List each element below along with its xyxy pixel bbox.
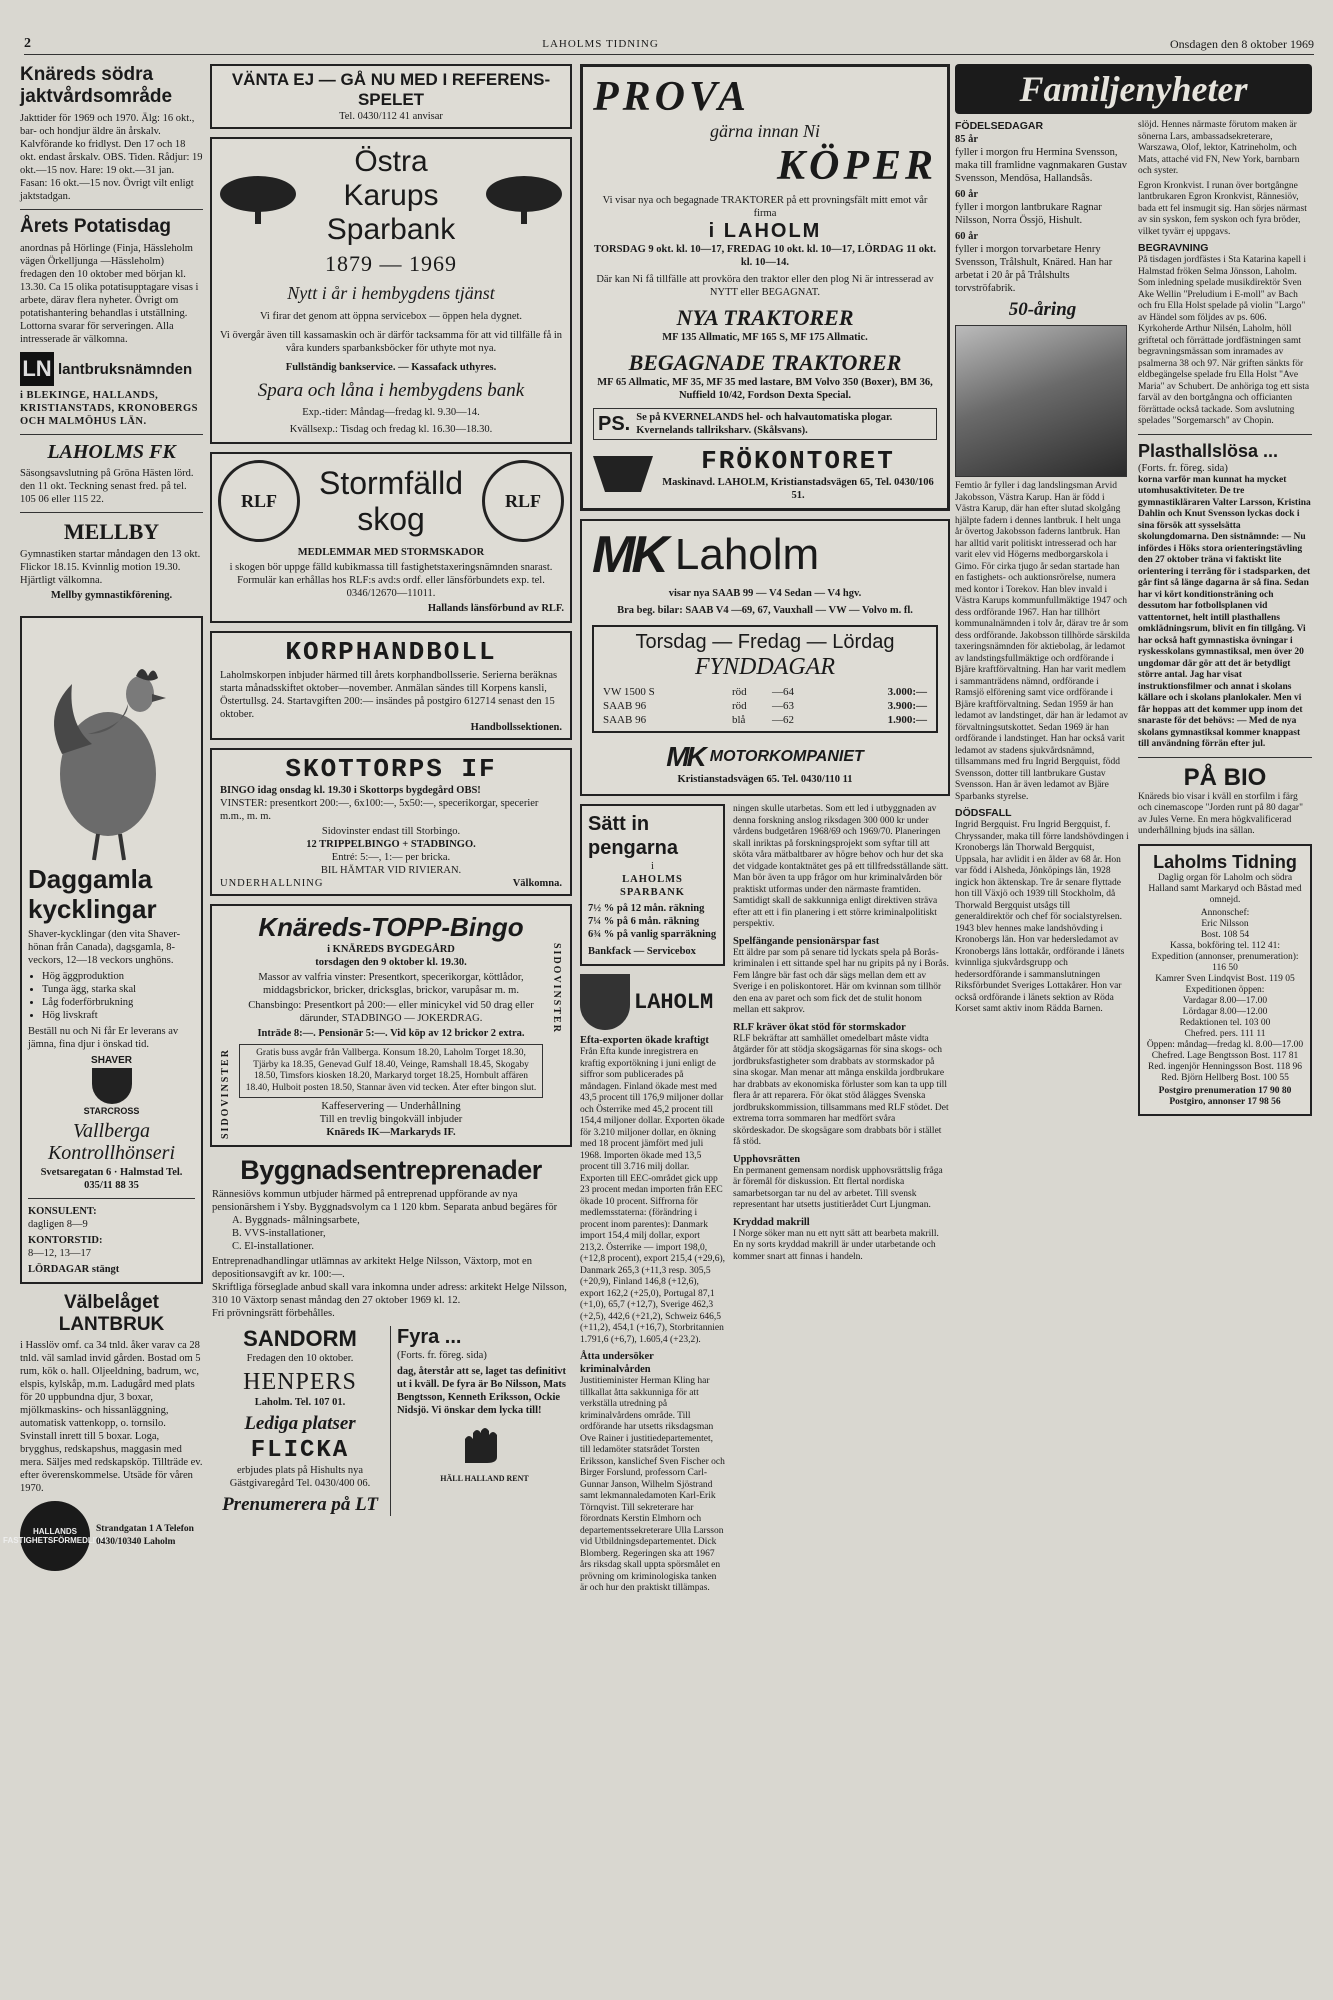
atta-text: Justitieminister Herman Kling har tillkallat åtta sakkunniga för att verkställa utredning på kriminalvårdens område. Till ordförande har utsetts riksdagsman Ove Rainer i justitiedepartementet, till ledamöter statsrådet Torsten Eriksson, kanslichef Sven Fischer och Birger Forslund, professorn Carl-Gunnar Janson, Wilhelm Sjöstrand samt lekmannaledamoten Karl-Erik Törnqvist. Till sekreterare har förordnats Kerstin Elmhorn och departementssekreterare Ulla Larsson vid Utbildningsdepartementet. Dick Blomberg. Regeringen ska att 1967 års riksdag skall uppta spörsmålet en prövning om kriminologiska tanken är och hur den praktiskt tillämpas. — [580, 1376, 725, 1593]
prova-garna: gärna innan Ni — [709, 121, 820, 141]
bygg-item: C. El-installationer. — [232, 1241, 314, 1252]
tree-icon — [484, 166, 564, 226]
uppho-text: En permanent gemensam nordisk upphovsrättslig fråga är föremål för diskussion. Ett flertal nordiska samarbetsorgan tar nu del av arbetet. Till svensk representant har utsetts justitierådet Curt Ljungman. — [733, 1165, 943, 1210]
mellby-notice — [20, 519, 203, 602]
bygg-title: Byggnadsentreprenader — [240, 1155, 542, 1185]
hallands-seal-icon — [3, 1501, 107, 1571]
lt-vard: Vardagar 8.00—17.00 — [1182, 995, 1268, 1006]
bygg-text: Rännesiövs kommun utbjuder härmed på entreprenad uppförande av nya pensionärshem i Ysby. Byggnadsvolym ca 1 120 kbm. Separata anbud begäres för — [212, 1189, 558, 1213]
bygg-item: A. Byggnads- målningsarbete, — [232, 1215, 360, 1226]
kryddad-text: I Norge söker man nu ett nytt sätt att bearbeta makrill. En ny sorts kryddad makrill är under utarbetande och kommer snart att finnas i handeln. — [733, 1228, 939, 1262]
table-row — [602, 685, 928, 699]
topp-text1: Massor av valfria vinster: Presentkort, specerikorgar, köttlådor, middagsbrickor, bricker, dricksglas, brickor, varupåsar m. m. — [258, 972, 524, 996]
satt-sub: i — [651, 861, 654, 872]
lantbruk-header — [20, 352, 203, 386]
table-cell: 3.900:— — [887, 700, 927, 712]
valbelaget-ad — [3, 1292, 203, 1571]
satt-rate: 6¾ % på vanlig sparräkning — [588, 929, 717, 940]
lt-exp-tel: 116 50 — [1212, 962, 1238, 973]
column-3 — [580, 64, 950, 1595]
knared-text: Jakttider för 1969 och 1970. Älg: 16 okt., bar- och hondjur äldre än årskalv. Kalvförande ko fridlyst. Den 17 och 18 okt. endast årskalv. OBS. Tiden. Rådjur: 19 okt.—15 nov. Hare: 19 okt.—31 jan. Fasan: 16 okt.—15 nov. Övrigt vilt enligt jaktstadgan. — [20, 113, 203, 202]
table-cell: blå — [731, 714, 746, 726]
fod-85: 85 år — [955, 134, 979, 145]
topp-side-left: SIDOVINSTER — [220, 1048, 231, 1139]
shaver-label: SHAVER — [91, 1055, 132, 1066]
lt-chef: Chefred. pers. 111 11 — [1184, 1028, 1266, 1039]
topp-invite: Till en trevlig bingokväll inbjuder — [319, 1114, 463, 1125]
laholm-coat — [580, 974, 725, 1030]
fk-text: Säsongsavslutning på Gröna Hästen lörd. den 11 okt. Teckning senast fred. på tel. 105 06 eller 115 22. — [20, 468, 194, 505]
lt-ing: Red. ingenjör Henningsson Bost. 118 96 — [1147, 1061, 1303, 1072]
portrait-photo — [955, 325, 1127, 477]
fro-addr: Maskinavd. LAHOLM, Kristianstadsvägen 65, Tel. 0430/106 51. — [662, 477, 934, 501]
sparbank-text1: Vi firar det genom att öppna servicebox — öppen hela dygnet. — [259, 311, 523, 322]
col3-lower-right — [733, 804, 950, 1595]
lantbruk-title: lantbruksnämnden — [58, 360, 193, 378]
table-cell: —62 — [771, 714, 794, 726]
order-text: Beställ nu och Ni får Er leverans av jämna, fina djur i önskad tid. — [28, 1026, 179, 1050]
bottom-ads-row — [210, 1326, 572, 1516]
spel-text: Ett äldre par som på senare tid lyckats spela på Borås-kriminalen i ett sittande spel har nu gripits på ny i Borås. Fem långre bär fast och där sägs mellan dem ett av Sverige i en poliskontoret. Här om kvinnan som tillhör den ena av paret och som fick det de stulit honom mellan ett sakprov. — [733, 947, 949, 1015]
hall-logo-text: HÄLL HALLAND RENT — [440, 1474, 529, 1483]
fod-60b: 60 år — [955, 231, 979, 242]
sparbank-slogan: Nytt i år i hembygdens tjänst — [287, 283, 495, 303]
lt-annons-bost: Bost. 108 54 — [1200, 929, 1250, 940]
mellby-text: Gymnastiken startar måndagen den 13 okt. Flickor 18.15. Kvinnlig motion 19.30. Hjärtligt välkomna. — [20, 549, 201, 586]
valbelaget-text: i Hasslöv omf. ca 34 tnld. åker varav ca 28 tnld. väl samlad invid gården. Bostad om 5 rum, kök o. hall. Oljeeldning, badrum, wc, elspis, kylskåp, m.m. Ladugård med plats för 20 uppbundna djur, 3 boxar, mjölkmaskins- och hissanläggning, automatisk vattenkopp, o. tornsilo. Svinstall inrett till 5 boxar. Loga, brygghus, redskapshus, maggasin med mera. Säljes med redskapsköp. Tillträde ev. efter överenskommelse. Utsäde för våren 1970. — [20, 1340, 203, 1494]
egron-text: Egron Kronkvist. I runan över bortgångne lantbrukaren Egron Kronkvist, Rännesiöv, bada ett fel insmugit sig. Han sörjes närmast av sin syskon, fem syskon och fyra bröder, vilket tyvärr ej uppgavs. — [1138, 180, 1307, 237]
storm-sub: MEDLEMMAR MED STORMSKADOR — [297, 547, 485, 558]
famil-title: Familjenyheter — [1019, 69, 1248, 109]
fyra-title: Fyra ... — [397, 1326, 462, 1348]
topp-date: torsdagen den 9 oktober kl. 19.30. — [315, 957, 467, 968]
skott-line4: 12 TRIPPELBINGO + STADBINGO. — [306, 839, 476, 850]
lt-kassa: Kassa, bokföring tel. 112 41: — [1170, 940, 1280, 951]
vanta-ad — [210, 64, 572, 129]
fod-60b-text: fyller i morgon torvarbetare Henry Svensson, Trålshult, Knäred. Han har arbetat i 20 år på Trålshults torvströfabrik. — [955, 244, 1113, 294]
ps-box — [593, 408, 937, 440]
lt-oppen: Öppen: måndag—fredag kl. 8.00—17.00 — [1146, 1039, 1304, 1050]
lt-desc: Daglig organ för Laholm och södra Halland samt Markaryd och Båstad med omnejd. — [1148, 872, 1302, 905]
dod-text: Ingrid Bergquist. Fru Ingrid Bergquist, f. Chryssander, maka till förre landshövdingen i Kronobergs län Thorwald Bergquist, Uppsala, har avlidit i en ålder av 68 år. Hon var född i Alsheda, Jönköpings län, 1928 ingick hon äktenskap. Tre år senare flyttade hon till Växjö och 1939 till Stockholm, då Thorwald Bergquist utsågs till generaldirektör och chef för socialstyrelsen. 1943 blev hennes make landshövding i Kronobergs län. Hon var hedersledamot av Kronobergs läns lottakår, ordförande i länets kvinnliga sjukvårdsgrupp och hedersordförande i sammanslutningen Riksförbundet Sveriges Lottakårer. Hon var också ordförande i länets sektion av Röda Korset samt aktiv inom Rädda Barnen. — [955, 820, 1129, 1014]
column-1 — [3, 64, 203, 1571]
topp-text3: Inträde 8:—. Pensionär 5:—. Vid köp av 12 brickor 2 extra. — [257, 1028, 525, 1039]
ningen-text: ningen skulle utarbetas. Som ett led i utbyggnaden av denna forskning anslog riksdagen 300 000 kr under vårdens budgetåren 1968/69 och 1969/70. Planeringen skall inriktas på forskningsprojekt som syftar till att sköta våra mätbaltbarer av högre behov och hur det ska det vidgade kontaktnätet ges på ett tillfredsställande sätt. Man bör även ta upp frågor om hur kriminalvården bör praktiskt utformas under den närmaste framtiden. Samtidigt skall de sakkunniga enligt direktiven sträva efter att ett i fin planering i ett större kriminalpolitiskt perspektiv. — [733, 804, 949, 929]
fyra-text: dag, återstår att se, laget tas definitivt ut i kväll. De fyra är Bo Nilsson, Mats Bengtsson, Kenneth Eriksson, Ockie Nidsjö. Vi önskar dem lycka till! — [397, 1366, 566, 1416]
rlf-text: RLF bekräftar att samhället omedelbart måste vidta åtgärder för att stödja skogsägarnas för sina skogs- och jordbruksfastigheter som drabbats av stormskador på sina skogar. Man menar att många enskilda jordbrukare har drabbats av ekonomiska förluster som kan ta upp till flera år att reparera. För ökat stöd ålägges Svenska jordbrukskommission, tillsammans med RLF stödet. Det extrema torra sommaren har medfört svåra skördeskador. De skogsägare som drabbats bör i stället få stöd. — [733, 1033, 949, 1147]
topp-side-right: SIDOVINSTER — [551, 943, 562, 1034]
fynd-table — [602, 685, 928, 727]
hallands-seal-text: HALLANDS FASTIGHETSFÖRMEDLING — [3, 1527, 107, 1545]
motorkomp-title: MOTORKOMPANIET — [709, 748, 864, 765]
topp-sign: Knäreds IK—Markaryds IF. — [326, 1127, 456, 1138]
table-cell: —64 — [771, 686, 794, 698]
table-cell: 1.900:— — [887, 714, 927, 726]
topp-body — [218, 943, 564, 1139]
lt-annons: Annonschef: — [1200, 907, 1250, 918]
hall-halland-logo — [397, 1427, 572, 1485]
prova-dates: TORSDAG 9 okt. kl. 10—17, FREDAG 10 okt. kl. 10—17, LÖRDAG 11 okt. kl. 10—14. — [594, 244, 936, 268]
nya-title: NYA TRAKTORER — [676, 305, 854, 330]
mk-ad — [580, 519, 950, 796]
prova-ad — [580, 64, 950, 511]
skott-under: UNDERHALLNING — [220, 878, 324, 889]
uppho-title: Upphovsrätten — [733, 1153, 801, 1165]
bygg-item: B. VVS-installationer, — [232, 1228, 326, 1239]
prova-text: Vi visar nya och begagnade TRAKTORER på ett provningsfält mitt emot vår firma — [602, 195, 928, 219]
lt-exp-open: Expeditionen öppen: — [1185, 984, 1265, 995]
fyra-article — [390, 1326, 572, 1516]
table-row — [602, 713, 928, 727]
column-2 — [210, 64, 572, 1516]
topp-kaffe: Kaffeservering — Underhållning — [321, 1101, 461, 1112]
sparbank-hours2: Kvällsexp.: Tisdag och fredag kl. 16.30—18.30. — [289, 424, 493, 435]
page-number: 2 — [24, 36, 31, 51]
famil-banner — [955, 64, 1312, 114]
sparbank-header — [218, 145, 564, 247]
prova-laholm: i LAHOLM — [708, 220, 822, 242]
bullet-item: • Låg foderförbrukning — [42, 996, 195, 1009]
fyra-sub: (Forts. fr. föreg. sida) — [397, 1350, 487, 1361]
rlf-logo-icon: RLF — [482, 460, 564, 542]
plast-text: korna varför man kunnat ha mycket utomhusaktiviteter. De tre gymnastikläraren Valter Larsson, Kristina Dahlin och Knut Svensson lyckas dock i sina försök att sysselsätta skolungdomarna. Den sistnämnde: — Nu infördes i Höks stora orienteringstävling den 27 oktober träna vi faktiskt lite orientering i terräng för i stadsparken, det går fint så länge dagarna är så fina. Sedan har vi kört konditionsträning och dessutom har fotbollsplanen vid vattentornet, helt intill plasthallens omklädningsrum, blivit en fin tillgång. Vi har också haft gymnastiska övningar i ryskesskolans gymnastiksal, men över 20 ungdomar där gör att det är betydligt större antal. Jag har visat instruktionsfilmer och annat i skolans källare och i skolans planlokaler. Men vi får hoppas att det kommer upp inom det snaraste för det behövs: — Med de nya skolans gymnastiksal kommer knappast till användning förrän efter jul. — [1138, 474, 1311, 749]
skott-line5: Entré: 5:—, 1:— per bricka. — [331, 852, 451, 863]
bottom-left-ads — [210, 1326, 390, 1516]
fynd-box — [592, 625, 938, 733]
mellby-title: MELLBY — [63, 519, 160, 544]
page-header — [24, 34, 1314, 55]
beg-title: BEGAGNADE TRAKTORER — [628, 350, 902, 375]
hen-icon — [28, 624, 193, 864]
efta-text: Från Efta kunde inregistrera en kraftig exportökning i juni enligt de siffror som publicerades på måndagen. Finland ökade mest med 43,5 procent till 176,9 miljoner dollar och Österrike med 45,2 procent till 154,4 miljoner dollar. Exporten ökade för 3.210 miljoner dollar, en ökning med 18 procent jämfört med juli 1968. Importen ökade med 13,5 procent till 3.716 milj dollar. Exporten till EEC-området gick upp 23 procent medan importen från EEC ökade 10 procent. Siffrorna för medlemsstaterna: (förändring i procent inom parentes): Danmark import 154,4 milj dollar, export 213,2. Österrike — import 198,0, (+12,8 procent), export 215,4 (+29,6), Danmark 265,3 (+11,3 resp. 305,5 (+20,9), Finland 146,8 (+12,6), export 162,2 (+25,0), Portugal 87,1 (+1,0), 65,7 (+12,7), Sverige 462,3 (+2,5), 442,6 (+21,2), Schweiz 646,5 (+11,2), 454,1 (+16,7), Storbritannien 1.791,6 (+6,7), 1.605,4 (+23,2). — [580, 1047, 726, 1345]
shaver-logo — [28, 1055, 195, 1116]
daggamla-bullets — [28, 970, 195, 1022]
topp-text2: Chansbingo: Presentkort på 200:— eller minicykel vid 50 drag eller därunder, STADBINGO — JOKERDRAG. — [248, 1000, 534, 1024]
korp-sign: Handbollssektionen. — [470, 722, 562, 733]
satt-rate: 7¼ % på 6 mån. räkning — [588, 916, 700, 927]
ln-logo-icon: LN — [20, 352, 54, 386]
fynd-days: Torsdag — Fredag — Lördag — [635, 631, 895, 653]
table-cell: röd — [731, 686, 747, 698]
sparbank-service: Fullständig bankservice. — Kassafack uthyres. — [285, 362, 497, 373]
lt-exp: Expedition (annonser, prenumeration): — [1151, 951, 1299, 962]
potatis-title: Årets Potatisdag — [20, 216, 171, 237]
satt-ad — [580, 804, 725, 966]
topp-bus: Gratis buss avgår från Vallberga. Konsum 18.20, Laholm Torget 18.30, Tjärby ka 18.35, Genevad Gulf 18.40, Veinge, Ramshall 18.45, Skogaby 18.50, Timsfors kiosken 18.20, Markaryd torget 18.25, Hornbult affären 18.40, Hulboit posten 18.50, Stannar även vid tecken. Åter efter bingon slut. — [245, 1048, 537, 1093]
kryddad-title: Kryddad makrill — [733, 1216, 810, 1228]
fod-title: FÖDELSEDAGAR — [955, 120, 1044, 132]
vanta-title: VÄNTA EJ — GÅ NU MED I REFERENS-SPELET — [231, 70, 551, 109]
lt-kamrer: Kamrer Sven Lindqvist Bost. 119 05 — [1155, 973, 1295, 984]
skott-footer — [220, 877, 562, 890]
bygg-text2: Entreprenadhandlingar utlämnas av arkitekt Helge Nilsson, Växtorp, mot en depositionsavgift av kr. 100:—. — [212, 1256, 532, 1280]
efta-title: Efta-exporten ökade kraftigt — [580, 1035, 709, 1046]
daggamla-text: Shaver-kycklingar (den vita Shaver-hönan från Canada), dagsgamla, 8-veckors, 12—18 veckors unghöns. — [28, 929, 181, 966]
daggamla-ad — [20, 616, 203, 1284]
satt-bankfack: Bankfack — Servicebox — [588, 946, 696, 957]
sparbank-years: 1879 — 1969 — [325, 251, 457, 276]
lt-pren: Postgiro prenumeration 17 90 80 — [1158, 1085, 1292, 1096]
flicka-text: erbjudes plats på Hishults nya Gästgivaregård Tel. 0430/400 06. — [229, 1465, 371, 1489]
fro-title: FRÖKONTORET — [701, 446, 895, 476]
knared-title: Knäreds södra jaktvårdsområde — [20, 64, 173, 107]
slojd-text: slöjd. Hennes närmaste förutom maken är sönerna Lars, ambassadsekreterare, Warszawa, Olof, lektor, Katrineholm, och Mats, attaché vid FN, New York, barnbarn och syster. — [1138, 120, 1300, 176]
bygg-text3: Skriftliga förseglade anbud skall vara inkomna under adress: arkitekt Helge Nilsson, 310 10 Växtorp senast måndag den 27 oktober 1969 kl. 12. — [212, 1282, 567, 1306]
ps-text: Se på KVERNELANDS hel- och halvautomatiska plogar. Kvernelands tallriksharv. (Skålsvans). — [636, 412, 893, 436]
vallberga-addr: Svetsaregatan 6 · Halmstad Tel. 035/11 88 35 — [40, 1167, 183, 1191]
storm-title: Stormfälld skog — [318, 465, 464, 537]
storm-text: i skogen bör uppge fälld kubikmassa till fastighetstaxeringsnämnden snarast. Formulär kan erhållas hos RLF:s avd:s ordf. eller länsförbundets exp. tel. 0346/12670—11011. — [229, 562, 553, 599]
bygg-ad — [210, 1155, 572, 1320]
mk-text: visar nya SAAB 99 — V4 Sedan — V4 hgv. — [668, 588, 862, 599]
skott-title: SKOTTORPS IF — [285, 754, 497, 784]
sparbank-motto: Spara och låna i hembygdens bank — [257, 380, 525, 401]
rlf-title: RLF kräver ökat stöd för stormskador — [733, 1021, 906, 1033]
mk-footer-logo — [592, 741, 938, 773]
atta-title: Åtta undersöker kriminalvården — [580, 1351, 654, 1375]
famil-right — [1138, 120, 1312, 1124]
table-cell: 3.000:— — [887, 686, 927, 698]
hallands-info: Strandgatan 1 A Telefon 0430/10340 Laholm — [96, 1524, 194, 1547]
skott-line1: BINGO idag onsdag kl. 19.30 i Skottorps bygdegård OBS! — [220, 785, 481, 796]
mellby-sign: Mellby gymnastikförening. — [50, 590, 173, 601]
pabio-text: Knäreds bio visar i kväll en storfilm i färg och cinemascope "Jorden runt på 80 dagar" av Jules Verne. En mera högkvalificerad underhållning bjuds ina sällan. — [1138, 791, 1303, 836]
hallands-seal-row — [3, 1501, 203, 1571]
mk-laholm: Laholm — [674, 530, 820, 579]
skott-line6: BIL HÄMTAR VID RIVIERAN. — [320, 865, 462, 876]
skott-ad — [210, 748, 572, 896]
laholm-coat-text: LAHOLM — [634, 989, 714, 1015]
famil-left — [955, 120, 1130, 1124]
fifty-text: Femtio år fyller i dag landslingsman Arvid Jakobsson, Västra Karup. Han är född i Västra Karup, där han efter slutad skolgång hjälpte fadern i dennes lantbruk. I helt unga år övertog Jakobsson faderns lantbruk. Han har alltid varit politiskt intresserad och har varit elev vid Högerns medborgarskola i Gimo. För cirka tjugo år sedan startade han en fastighets- och auktionsrörelse, numera med kontor i Torekov. Han blev invald i Västra Karups kommunfullmäktige 1947 och dess ordförande 1967. Han har tillhört kommunalnämnden i tolv år, därav tre år som dess ordförande. Jakobsson tillhörde särskilda taxeringsnämnden för aktiebolag, är ledamot av landstingsfullmäktige och ordförande i Bjäre kraftförvaltning. Han har varit medlem i sammanträdens nämnd, ordförande i Ramsjö elförening samt vice ordförande i Bjäre kraftförvaltning. Sedan 1959 är han ledamot av landstinget, där han är ledamot av förvaltningsutskottet. Sedan 1969 är han ordförande i landstinget. Han har också varit ledamot av stadens sjukvårdsnämnd, tillsammans med fru Ingrid Bergquist, född Svensson, dotter till lantbrukare Gustav Svensson. Han är även ledamot av Bjäre Sparbanks styrelse. — [955, 481, 1130, 802]
table-row — [602, 699, 928, 713]
vallberga-title: Vallberga Kontrollhönseri — [47, 1120, 176, 1164]
topp-title: Knäreds-TOPP-Bingo — [258, 912, 524, 942]
table-cell: VW 1500 S — [603, 686, 655, 698]
lordag-label: LÖRDAGAR stängt — [28, 1264, 120, 1275]
daggamla-title: Daggamla kycklingar — [28, 864, 157, 924]
storm-sign: Hallands länsförbund av RLF. — [427, 603, 564, 614]
nya-list: MF 135 Allmatic, MF 165 S, MF 175 Allmatic. — [662, 332, 868, 343]
valbelaget-title: Välbelåget LANTBRUK — [58, 1292, 165, 1335]
hand-icon — [455, 1427, 515, 1467]
fifty-title: 50-åring — [1008, 299, 1077, 320]
sandorm-date: Fredagen den 10 oktober. — [246, 1353, 354, 1364]
vanta-tel: Tel. 0430/112 41 anvisar — [339, 111, 443, 122]
kontor-label: KONTORSTID: — [28, 1235, 103, 1246]
rlf-logo-icon: RLF — [218, 460, 300, 542]
lt-red: Redaktionen tel. 103 00 — [1179, 1017, 1271, 1028]
konsulent-label: KONSULENT: — [28, 1206, 97, 1217]
prenumerera-title: Prenumerera på LT — [222, 1494, 378, 1515]
fro-content — [659, 446, 937, 502]
mk-logo-icon: MK — [592, 526, 665, 584]
hen-illustration — [28, 624, 195, 864]
bygg-text4: Fri prövningsrätt förbehålles. — [212, 1308, 335, 1319]
skott-line3: Sidovinster endast till Storbingo. — [321, 826, 461, 837]
col3-lower — [580, 804, 950, 1595]
sandorm-title: SANDORM — [243, 1326, 357, 1351]
fod-60a: 60 år — [955, 189, 979, 200]
skott-sign: Välkomna. — [512, 878, 562, 889]
dodsfall-title: DÖDSFALL — [955, 807, 1012, 819]
table-cell: SAAB 96 — [603, 714, 647, 726]
motorkomp-addr: Kristianstadsvägen 65. Tel. 0430/110 11 — [677, 774, 853, 785]
skott-line2: VINSTER: presentkort 200:—, 6x100:—, 5x50:—, specerikorgar, specerier m.m., m. m. — [220, 798, 539, 822]
satt-rate: 7½ % på 12 mån. räkning — [588, 903, 705, 914]
plast-title: Plasthallslösa ... — [1138, 440, 1279, 461]
knared-notice — [20, 64, 203, 203]
sparbank-title: Östra Karups Sparbank — [326, 145, 456, 246]
fk-title: LAHOLMS FK — [47, 441, 176, 463]
sparbank-hours1: Exp.-tider: Måndag—fredag kl. 9.30—14. — [302, 407, 480, 418]
mf-logo-icon — [593, 456, 653, 492]
fro-row — [593, 446, 937, 502]
satt-title: Sätt in pengarna — [588, 813, 679, 859]
topp-content — [233, 943, 549, 1139]
prova-koper: KÖPER — [776, 143, 937, 189]
lt-bjorn: Red. Björn Hellberg Bost. 100 55 — [1161, 1072, 1289, 1083]
begr-title: BEGRAVNING — [1138, 242, 1209, 254]
topp-ad — [210, 904, 572, 1147]
lediga-title: Lediga platser — [244, 1413, 356, 1434]
shaver-shield-icon — [92, 1068, 132, 1104]
lt-box — [1138, 844, 1312, 1116]
bullet-item: • Hög äggproduktion — [42, 970, 195, 983]
potatis-text: anordnas på Hörlinge (Finja, Hässleholm vägen Örkelljunga —Hässleholm) fredagen den 10 oktober med början kl. 13.30. Ca 15 olika potatisupptagare visas i arbete, därav flera nyheter. Övrigt om potatishantering behandlas i utställning. Lottorna svarar för serveringen. Alla intresserade är välkomna. — [20, 243, 199, 345]
flicka-title: FLICKA — [250, 1437, 350, 1464]
plast-sub: (Forts. fr. föreg. sida) — [1138, 462, 1228, 474]
henpers-title: HENPERS — [243, 1369, 357, 1395]
ps-label: PS. — [598, 412, 631, 435]
korp-ad — [210, 631, 572, 740]
column-4 — [955, 64, 1312, 1124]
beg-list: MF 65 Allmatic, MF 35, MF 35 med lastare, BM Volvo 350 (Boxer), BM 36, Nuffield 10/42, Fordson Dexta Special. — [597, 377, 933, 401]
storm-header — [218, 460, 564, 542]
famil-columns — [955, 120, 1312, 1124]
fk-notice — [20, 441, 203, 506]
begr-text: På tisdagen jordfästes i Sta Katarina kapell i Halmstad fröken Selma Jönsson, Laholm. Som inledning spelade musikdirektör Sven Ake Wellin "Preludium i E-moll" av Bach och fru Ella Holst spelade på violin "Largo" av Händel som följdes av ps. 606. Kyrkoherde Arthur Nilsén, Laholm, höll griftetal och förrättade jordfästningen samt begravningsmässan som inramades av psalmerna 38 och 97. När griften sänkts för eldbegängelse spelade fru Ella Holst "Ave Maria" av Schubert. De anhöriga tog ett sista farväl av den bortgångna och officianten förrättade också tackade. Som avslutning spelades "Sorgemarsch" av Chopin. — [1138, 255, 1310, 426]
sparbank-text2: Vi övergår även till kassamaskin och är därför tacksamma för att vid tillfälle få in våra kunders sparbanksböcker för uthyte mot nya. — [219, 330, 563, 354]
lt-title: Laholms Tidning — [1153, 851, 1297, 872]
bullet-item: • Tunga ägg, starka skal — [42, 983, 195, 996]
lt-pren2: Postgiro, annonser 17 98 56 — [1169, 1096, 1281, 1107]
kontor-time: 8—12, 13—17 — [28, 1248, 91, 1259]
coat-of-arms-icon — [580, 974, 630, 1030]
topp-bus-box — [239, 1044, 543, 1098]
pabio-title: PÅ BIO — [1183, 763, 1267, 791]
korp-title: KORPHANDBOLL — [285, 637, 497, 667]
henpers-tel: Laholm. Tel. 107 01. — [254, 1397, 346, 1408]
potatis-notice — [20, 216, 203, 428]
prova-text2: Där kan Ni få tillfälle att provköra den traktor eller den plog Ni är intresserad av NYTT eller BEGAGNAT. — [596, 274, 934, 298]
issue-date: Onsdagen den 8 oktober 1969 — [1170, 36, 1314, 51]
col3-lower-left — [580, 804, 725, 1595]
table-cell: —63 — [771, 700, 794, 712]
lt-chefred: Chefred. Lage Bengtsson Bost. 117 81 — [1151, 1050, 1299, 1061]
satt-bank: LAHOLMS SPARBANK — [620, 874, 685, 898]
bullet-item: • Hög livskraft — [42, 1009, 195, 1022]
fod-60a-text: fyller i morgon lantbrukare Ragnar Nilsson, Norra Össjö, Hishult. — [955, 202, 1102, 226]
lantbruk-text: i BLEKINGE, HALLANDS, KRISTIANSTADS, KRONOBERGS OCH MALMÖHUS LÄN. — [20, 390, 199, 427]
konsulent-time: dagligen 8—9 — [28, 1219, 88, 1230]
tree-icon — [218, 166, 298, 226]
sparbank-ad — [210, 137, 572, 444]
efta-article — [580, 1034, 725, 1595]
mk-header — [592, 526, 938, 584]
paper-name: LAHOLMS TIDNING — [542, 38, 659, 50]
fynd-title: FYNDDAGAR — [695, 654, 835, 680]
storm-ad — [210, 452, 572, 623]
lt-annons-name: Eric Nilsson — [1201, 918, 1249, 929]
mk-small-logo-icon: MK — [666, 741, 704, 772]
table-cell: SAAB 96 — [603, 700, 647, 712]
starcross-label: STARCROSS — [83, 1106, 140, 1116]
lt-lord: Lördagar 8.00—12.00 — [1182, 1006, 1268, 1017]
mk-beg: Bra beg. bilar: SAAB V4 —69, 67, Vauxhall — VW — Volvo m. fl. — [617, 605, 913, 616]
spel-title: Spelfängande pensionärspar fast — [733, 935, 880, 947]
korp-text: Laholmskorpen inbjuder härmed till årets korphandbollsserie. Serierna beräknas starta månadsskiftet oktober—november. Anmälan sändes till Korpens kansli, Östertullsg. 24. Startavgiften 200:— insändes på postgiro 612714 senast den 15 oktober. — [220, 670, 558, 720]
topp-sub: i KNÄREDS BYGDEGÅRD — [327, 944, 455, 955]
table-cell: röd — [731, 700, 747, 712]
fod-85-text: fyller i morgon fru Hermina Svensson, maka till framlidne vagnmakaren Gustav Svensson, Mendösa, Hallandsås. — [955, 147, 1128, 184]
prova-title: PROVA — [593, 74, 750, 120]
